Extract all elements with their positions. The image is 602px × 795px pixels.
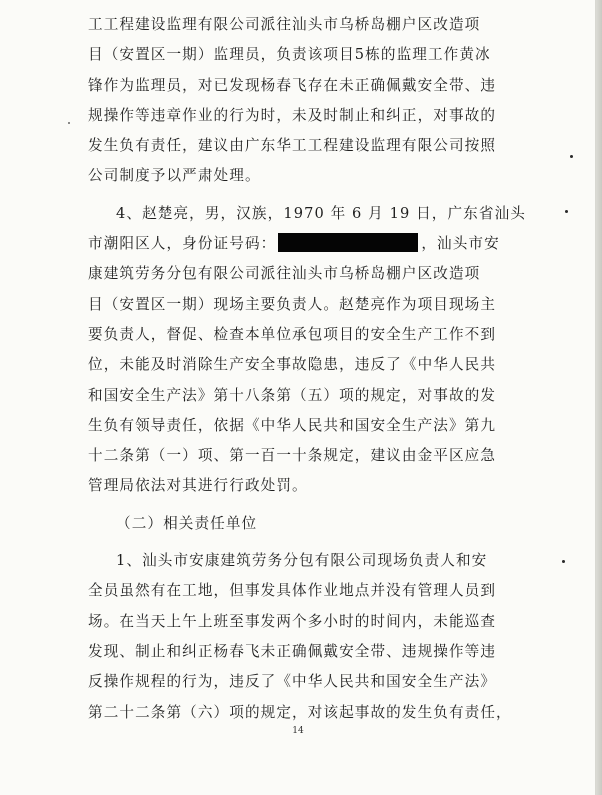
- text-line: 生负有领导责任，依据《中华人民共和国安全生产法》第九: [88, 416, 497, 434]
- scan-speck: [570, 155, 573, 158]
- text-line: 场。在当天上午上班至事发两个多小时的时间内，未能巡查: [88, 612, 497, 630]
- text-line: 全员虽然有在工地，但事发具体作业地点并没有管理人员到: [88, 582, 497, 600]
- text-line: 反操作规程的行为，违反了《中华人民共和国安全生产法》: [88, 673, 497, 691]
- text-line: 发生负有责任，建议由广东华工工程建设监理有限公司按照: [88, 137, 497, 155]
- text-line: 第二十二条第（六）项的规定，对该起事故的发生负有责任，: [88, 703, 512, 721]
- text-segment: ，汕头市安: [421, 235, 500, 253]
- page-number: 14: [292, 726, 304, 736]
- document-body: [88, 10, 526, 728]
- text-line: 十二条第（一）项、第一百一十条规定，建议由金平区应急: [88, 447, 497, 465]
- text-line-with-redaction: [88, 229, 520, 259]
- text-line: 目（安置区一期）监理员，负责该项目5栋的监理工作黄冰: [88, 46, 491, 64]
- text-line: 4、赵楚亮，男，汉族，1970 年 6 月 19 日，广东省汕头: [116, 204, 526, 222]
- text-line: 锋作为监理员，对已发现杨春飞存在未正确佩戴安全带、违: [88, 76, 497, 94]
- text-line: 规操作等违章作业的行为时，未及时制止和纠正，对事故的: [88, 106, 497, 124]
- text-line: 1、汕头市安康建筑劳务分包有限公司现场负责人和安: [116, 552, 488, 570]
- text-line: 和国安全生产法》第十八条第（五）项的规定，对事故的发: [88, 386, 497, 404]
- text-line: 康建筑劳务分包有限公司派往汕头市乌桥岛棚户区改造项: [88, 265, 481, 283]
- text-segment: 市潮阳区人，身份证号码：: [88, 235, 277, 253]
- text-line: 工工程建设监理有限公司派往汕头市乌桥岛棚户区改造项: [88, 16, 481, 33]
- text-line: 位，未能及时消除生产安全事故隐患，违反了《中华人民共: [88, 356, 497, 374]
- scan-speck: [68, 122, 70, 124]
- scan-speck: [565, 210, 568, 213]
- text-line: 目（安置区一期）现场主要负责人。赵楚亮作为项目现场主: [88, 295, 497, 313]
- redacted-id-number: [278, 233, 418, 252]
- scan-speck: [562, 560, 565, 563]
- text-line: 要负责人，督促、检查本单位承包项目的安全生产工作不到: [88, 325, 497, 343]
- section-heading: （二）相关责任单位: [116, 514, 258, 532]
- text-line: 管理局依法对其进行行政处罚。: [88, 477, 308, 495]
- text-line: 公司制度予以严肃处理。: [88, 167, 261, 185]
- page-edge-shadow: [596, 0, 602, 795]
- text-line: 发现、制止和纠正杨春飞未正确佩戴安全带、违规操作等违: [88, 642, 497, 660]
